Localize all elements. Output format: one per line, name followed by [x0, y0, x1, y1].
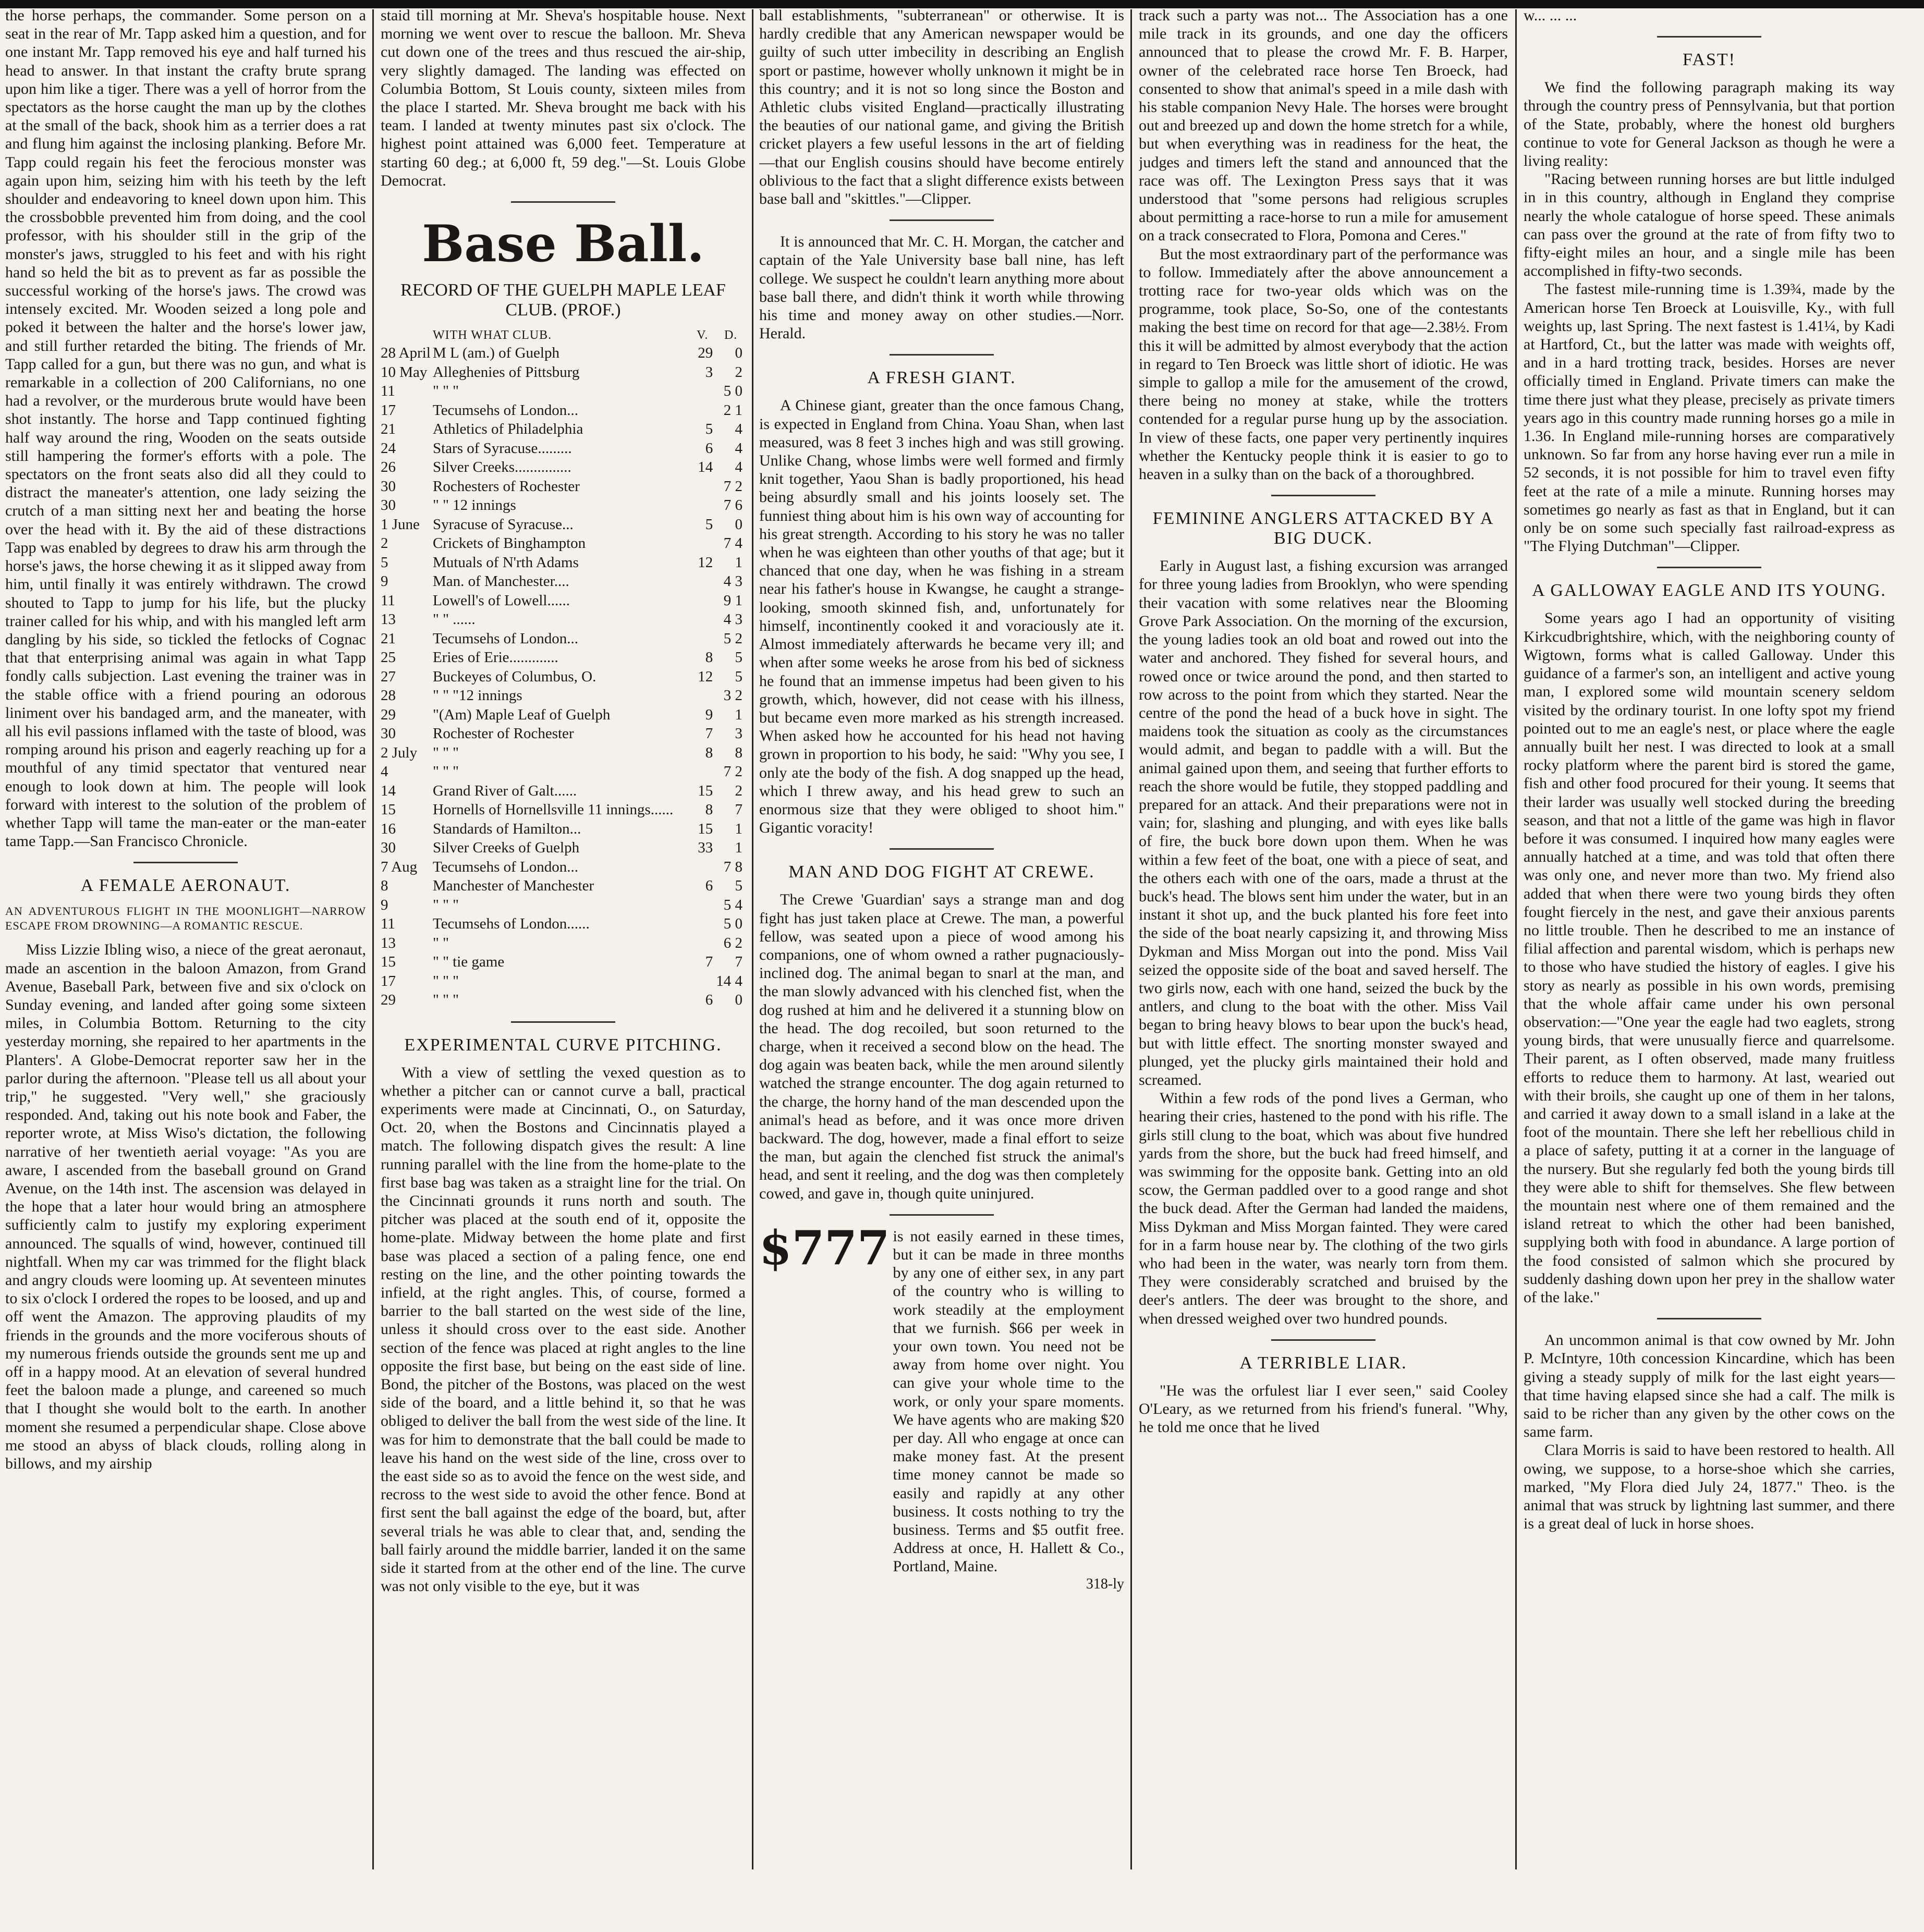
section-divider [133, 862, 238, 863]
record-d: 1 [735, 839, 742, 857]
record-date: 28 [381, 687, 396, 704]
record-date: 30 [381, 497, 396, 514]
article-paragraph: Clara Morris is said to have been restored to health. All owing, we suppose, to a horse-shoe which she carries, marked, "My Flora died July 24, 1877." Theo. is the animal that was struck by lightning last summer, and there is a great deal of luck in horse shoes. [1524, 1441, 1895, 1533]
column-4 [1139, 6, 1508, 1862]
article-paragraph: We find the following paragraph making its way through the country press of Pennsylvania, but that portion of the State, probably, where the honest old burghers continue to vote for General Jackson as though he were a living reality: [1524, 79, 1895, 170]
record-v [689, 591, 716, 610]
record-row [381, 686, 746, 705]
record-d: 3 2 [723, 687, 742, 704]
article-paragraph: the horse perhaps, the commander. Some person on a seat in the rear of Mr. Tapp asked him a question, and for one instant Mr. Tapp removed his eye and half turned his head to answer. In that instant the crafty brute sprang upon him like a tiger. There was a yell of horror from the spectators as the horse caught the man up by the clothes at the small of the back, shook him as a terrier does a rat and flung him against the inclosing planking. Before Mr. Tapp could regain his feet the ferocious monster was again upon him, seizing him with his teeth by the left shoulder and endeavoring to kneel down upon him. This the crossbobble prevented him from doing, and the cool professor, with his shoulder still in the grip of the monster's jaws, struggled to his feet and with his right hand so held the bit as to prevent as far as possible the successful working of the horse's jaws. The crowd was intensely excited. Mr. Wooden seized a long pole and poked it between the halter and the horse's lower jaw, and still further retarded the biting. The friends of Mr. Tapp called for a gun, but there was no gun, and what is remarkable in a collection of 200 Californians, no one had a revolver, or the murderous brute would have been shot instantly. The horse and Tapp continued fighting half way around the ring, Wooden on the seats outside still hampering the former's efforts with a pole. The spectators on the front seats also did all they could to distract the maneater's attention, one lady seizing the crutch of a man sitting next her and beating the horse over the head with it. By the aid of these distractions Tapp was enabled by degrees to draw his arm through the horse's jaws, the horse chewing it as it slipped away from him, until finally it was entirely withdrawn. The crowd shouted to Tapp to jump for his life, but the plucky trainer called for his whip, and with his mangled left arm dangling by his side, so tickled the fetlocks of Cognac that that enterprising animal was again in what Tapp fondly calls subjection. Last evening the trainer was in the stable office with a friend pouring an odorous liniment over his bandaged arm, and the maneater, with all his evil passions inflamed with the taste of blood, was romping around his prison and eagerly reaching up for a mouthful of any timid spectator that ventured near enough to look down at him. The people will look forward with interest to the solution of the problem of whether Tapp will tame the man-eater or the man-eater tame Tapp.—San Francisco Chronicle. [5, 7, 366, 850]
record-d: 1 [735, 820, 742, 837]
record-date: 21 [381, 421, 396, 438]
record-date: 21 [381, 630, 396, 647]
section-divider [890, 848, 994, 850]
record-club: " " " [433, 763, 459, 780]
record-d: 7 [735, 953, 742, 971]
record-row [381, 553, 746, 572]
article-subheadline: AN ADVENTUROUS FLIGHT IN THE MOONLIGHT—NARROW ESCAPE FROM DROWNING—A ROMANTIC RESCUE. [5, 904, 366, 933]
advertisement [759, 1220, 1124, 1576]
record-date: 10 May [381, 363, 428, 381]
record-row [381, 781, 746, 801]
record-row [381, 952, 746, 972]
article-paragraph: A Chinese giant, greater than the once famous Chang, is expected in England from China. Yoau Shan, when last measured, was 8 feet 3 inches high and was still growing. Unlike Chang, whose limbs were well formed and firmly knit together, Yaou Shan is badly proportioned, his head being absurdly small and his joints loosely set. The funniest thing about him is his own way of accounting for his great strength. According to his story he was no taller when he was eighteen than other youths of that age; but it chanced that one day, when he was fishing in a stream near his father's house in Kwangse, he caught a strange-looking, smooth skinned fish, and, unfortunately for himself, incontinently cooked it and voraciously ate it. Almost immediately afterwards he became very ill; and when after some weeks he arose from his bed of sickness he found that an immense impetus had been given to his growth, which, however, did not cease with his illness, but became even more marked as his strength increased. When asked how he accounted for his head not having grown in proportion to his body, he said: "Why you see, I only ate the body of the fish. A dog snapped up the head, which I threw away, and his head grew to such an enormous size that they were obliged to shoot him." Gigantic voracity! [759, 397, 1124, 837]
record-club: Rochesters of Rochester [433, 478, 580, 495]
record-title: RECORD OF THE GUELPH MAPLE LEAF CLUB. (PROF.) [400, 280, 726, 320]
record-v [689, 972, 716, 991]
record-club: " " " [433, 383, 459, 400]
ad-reference: 318-ly [1086, 1575, 1124, 1592]
record-d: 7 4 [723, 535, 742, 552]
record-d: 14 4 [716, 972, 742, 989]
record-row [381, 705, 746, 725]
record-date: 30 [381, 839, 396, 857]
record-date: 9 [381, 896, 388, 913]
section-divider [511, 201, 615, 203]
record-v [689, 858, 716, 877]
record-v [689, 382, 716, 401]
column-2 [381, 6, 746, 1862]
record-club: " " " [433, 744, 459, 761]
record-row [381, 858, 746, 877]
record-d: 8 [735, 744, 742, 761]
record-club: Stars of Syracuse......... [433, 439, 572, 457]
record-v: 5 [705, 516, 713, 533]
record-date: 27 [381, 668, 396, 685]
column-rule [1515, 9, 1517, 1869]
record-club: " " [433, 934, 449, 951]
record-header-date [381, 327, 433, 344]
article-paragraph: staid till morning at Mr. Sheva's hospitable house. Next morning we went over to rescue the balloon. Mr. Sheva cut down one of the trees and thus rescued the air-ship, very slightly damaged. The landing was effected on Columbia Bottom, St Louis county, sixteen miles from the place I started. Mr. Sheva brought me back with his team. I landed at twenty minutes past six o'clock. The highest point attained was 6,000 feet. Temperature at starting 60 deg.; at 6,000 ft, 59 deg."—St. Louis Globe Democrat. [381, 7, 746, 189]
record-row [381, 876, 746, 896]
record-date: 28 April [381, 345, 431, 362]
record-date: 15 [381, 953, 396, 971]
ad-text: is not easily earned in these times, but it can be made in three months by any one of either sex, in any part of the country who is willing to work steadily at the employment that we furnish. $66 per week in your own town. You need not be away from home over night. You can give your whole time to the work, or only your spare moments. We have agents who are making $20 per day. All who engage at once can make money fast. At the present time money cannot be made so easily and rapidly at any other business. It costs nothing to try the business. Terms and $5 outfit free. Address at once, H. Hallett & Co., Portland, Maine. [893, 1227, 1124, 1575]
record-header-row [381, 327, 746, 344]
record-d: 5 2 [723, 630, 742, 647]
record-d: 2 1 [723, 401, 742, 419]
record-d: 4 3 [723, 573, 742, 590]
record-d: 0 [735, 992, 742, 1009]
record-row [381, 572, 746, 591]
record-date: 29 [381, 992, 396, 1009]
record-row [381, 820, 746, 839]
record-date: 29 [381, 706, 396, 723]
record-club: Hornells of Hornellsville 11 innings...... [433, 801, 674, 818]
record-row [381, 496, 746, 515]
record-row [381, 762, 746, 781]
record-row [381, 972, 746, 991]
record-club: Rochester of Rochester [433, 725, 574, 742]
article-paragraph: ball establishments, "subterranean" or otherwise. It is hardly credible that any American newspaper would be guilty of such utter imbecility in describing an English sport or pastime, however wholly unknown it might be in this country; and it is not so long since the Boston and Athletic clubs visited England—practically illustrating the beauties of our national game, and giving the British cricket players a few useful lessons in the art of fielding—that our English cousins should have become entirely oblivious to the fact that a slight difference exists between base ball and "skittles."—Clipper. [759, 7, 1124, 208]
article-paragraph: The Crewe 'Guardian' says a strange man and dog fight has just taken place at Crewe. The man, a powerful fellow, was seated upon a piece of wood among his companions, one of whom owned a rather pugnaciously-inclined dog. The animal began to snarl at the man, and the man slowly advanced with his clenched fist, when the dog rushed at him and he delivered it a stunning blow on the head. The dog recoiled, but soon returned to the charge, when it received a second blow on the head. The dog again was beaten back, while the men around silently watched the strange encounter. The dog again returned to the charge, the horny hand of the man descended upon the animal's head as before, and it was once more driven backward. The dog, however, made a final effort to seize the man, but again the clenched fist struck the animal's head, and sent it reeling, and the dog was then completely cowed, and gave in, though quite uninjured. [759, 891, 1124, 1202]
record-v: 12 [698, 668, 713, 685]
record-d: 5 4 [723, 896, 742, 913]
column-rule [752, 9, 753, 1869]
record-date: 5 [381, 554, 388, 571]
record-v: 12 [698, 554, 713, 571]
record-row [381, 363, 746, 382]
record-v [689, 610, 716, 629]
record-d: 5 [735, 877, 742, 895]
record-v: 7 [705, 725, 713, 742]
record-date: 9 [381, 573, 388, 590]
record-club: M L (am.) of Guelph [433, 345, 559, 362]
record-row [381, 838, 746, 858]
section-divider [1271, 495, 1375, 496]
record-v: 33 [698, 839, 713, 857]
record-d: 7 8 [723, 858, 742, 875]
record-d: 5 [735, 668, 742, 685]
record-d: 2 [735, 782, 742, 799]
column-5 [1524, 6, 1895, 1862]
record-row [381, 534, 746, 553]
record-row [381, 439, 746, 458]
article-headline: MAN AND DOG FIGHT AT CREWE. [788, 862, 1095, 882]
article-paragraph: Early in August last, a fishing excursion was arranged for three young ladies from Brooklyn, who were spending their vacation with some relatives near the Blooming Grove Park Association. On the morning of the excursion, the young ladies took an old boat and rowed out into the water and anchored. They fished for several hours, and rowed once or twice around the pond, and then started to row across to the point from which they started. Near the centre of the pond the head of a buck hove in sight. The maidens took the situation as cooly as the circumstances would admit, and began to paddle with a will. But the animal gained upon them, and seeing that further efforts to reach the shore would be futile, they stopped paddling and prepared for an attack. And their preparations were not in vain; for, slashing and plunging, and with eyes like balls of fire, the buck bore down upon them. When he was within a few feet of the boat, one with a piece of seat, and the others each with one of the oars, made a thrust at the buck's head. The blows sent him under the water, but in an instant it shot up, and the buck planted his fore feet into the side of the boat nearly capsizing it, and throwing Miss Dykman and Miss Morgan out into the pond. Miss Vail seized the opposite side of the boat and saved herself. The two girls now, each with one hand, seized the buck by the antlers, and clung to the boat with the other. Miss Vail began to bring heavy blows to bear upon the buck's head, but with little effect. The snorting monster swayed and plunged, yet the plucky girls maintained their hold and screamed. [1139, 557, 1508, 1089]
record-d: 6 2 [723, 934, 742, 951]
article-headline: FEMININE ANGLERS ATTACKED BY A BIG DUCK. [1152, 509, 1494, 548]
record-v: 29 [698, 345, 713, 362]
record-d: 0 [735, 516, 742, 533]
record-row [381, 401, 746, 420]
record-club: " " " [433, 972, 459, 989]
article-headline: A FRESH GIANT. [867, 368, 1016, 388]
section-divider [1271, 1339, 1375, 1341]
record-d: 5 0 [723, 383, 742, 400]
record-v [689, 496, 716, 515]
record-d: 4 [735, 439, 742, 457]
record-date: 13 [381, 611, 396, 628]
record-date: 11 [381, 915, 395, 933]
record-v [689, 477, 716, 496]
article-paragraph: "Racing between running horses are but little indulged in in this country, although in England they comprise nearly the whole catalogue of horse speed. These animals can pass over the ground at the rate of from fifty two to fifty-eight miles an hour, and a single mile has been accomplished in fifty-two seconds. [1524, 170, 1895, 280]
article-paragraph: The fastest mile-running time is 1.39¾, made by the American horse Ten Broeck at Louisville, Ky., with full weights up, last Spring. The next fastest is 1.41¼, by Kadi at Hartford, Ct., but the latter was made with weights off, and in a hard trotting track, besides. Horses are never officially timed in England. Private timers can make the time there just what they please, precisely as private timers years ago in this country made running horses go a mile in 1.36. In England mile-running horses are comparatively unknown. So far from any horse having ever run a mile in 52 seconds, it is not possible for him to travel even fifty feet at the rate of a mile a minute. Running horses may sometimes go nearly as fast as that in England, but it can only be on some such specially fast railroad-express as "The Flying Dutchman"—Clipper. [1524, 280, 1895, 555]
record-v: 8 [705, 649, 713, 666]
record-row [381, 591, 746, 610]
record-club: "(Am) Maple Leaf of Guelph [433, 706, 611, 723]
record-club: " " " [433, 992, 459, 1009]
section-divider [1657, 1318, 1761, 1319]
record-club: Syracuse of Syracuse... [433, 516, 574, 533]
article-paragraph: Within a few rods of the pond lives a German, who hearing their cries, hastened to the pond with his rifle. The girls still clung to the boat, which was about five hundred yards from the shore, but the buck had freed himself, and was swimming for the opposite bank. Getting into an old scow, the German paddled over to a good range and shot the buck dead. After the German had landed the maidens, Miss Dykman and Miss Morgan fainted. They were cared for in a farm house near by. The clothing of the two girls who had been in the water, was nearly torn from them. They were considerably scratched and bruised by the deer's antlers. The deer was brought to the shore, and when dressed weighed over two hundred pounds. [1139, 1090, 1508, 1327]
article-paragraph: "He was the orfulest liar I ever seen," said Cooley O'Leary, as we returned from his friend's funeral. "Why, he told me once that he lived [1139, 1381, 1508, 1436]
section-divider [890, 354, 994, 356]
article-paragraph: track such a party was not... The Association has a one mile track in its grounds, and one day the officers announced that to please the crowd Mr. F. B. Harper, owner of the celebrated race horse Ten Broeck, had consented to show that animal's speed in a mile dash with his stable companion Nevy Hale. The horses were brought out and breezed up and down the home stretch for a while, but when everything was in readiness for the heat, the judges and timers left the stand and announced that the race was off. The Lexington Press says that it was understood that "some persons had religious scruples about permitting a race-horse to run a mile for amusement on a track consecrated to Flora, Pomona and Ceres." [1139, 7, 1508, 244]
record-v: 9 [705, 706, 713, 723]
record-date: 11 [381, 592, 395, 609]
record-v: 8 [705, 744, 713, 761]
record-row [381, 610, 746, 629]
record-d: 1 [735, 554, 742, 571]
record-table [381, 327, 746, 1010]
record-d: 3 [735, 725, 742, 742]
record-club: Tecumsehs of London...... [433, 915, 590, 933]
record-club: " " "12 innings [433, 687, 522, 704]
article-paragraph: But the most extraordinary part of the performance was to follow. Immediately after the above announcement a trotting race for two-year olds which was on the programme, took place, So-So, one of the contestants making the best time on record for that age—2.38½. From this it will be admitted by almost everybody that the action in regard to Ten Broeck was little short of idiotic. He was simple to gallop a mile for the amusement of the crowd, there being no money at stake, while the trotters contended for a regular purse hung up by the association. In view of these facts, one paper very pertinently inquires whether the Kentucky people think it is easier to go to heaven in a sulky than on the back of a thoroughbred. [1139, 245, 1508, 483]
record-v [689, 534, 716, 553]
record-club: " " 12 innings [433, 497, 516, 514]
article-paragraph: An uncommon animal is that cow owned by Mr. John P. McIntyre, 10th concession Kincardine, which has been giving a steady supply of milk for the last eight years—that time having elapsed since she had a calf. The milk is said to be richer than any given by the other cows on the same farm. [1524, 1331, 1895, 1441]
record-club: Tecumsehs of London... [433, 401, 579, 419]
article-paragraph: With a view of settling the vexed question as to whether a pitcher can or cannot curve a ball, practical experiments were made at Cincinnati, O., on Saturday, Oct. 20, when the Bostons and Cincinnatis played a match. The following dispatch gives the result: A line running parallel with the line from the home-plate to the first base bag was taken as a straight line for the trial. On the Cincinnati grounds it runs north and south. The pitcher was placed at the south end of it, opposite the home-plate. Midway between the home plate and first base was placed a section of a paling fence, one end resting on the line, and the other pointing towards the infield, at the right angles. This, of course, formed a barrier to the ball started on the west side of the line, unless it should cross over to the east side. Another section of the fence was placed at right angles to the line opposite the first base, but being on the east side of line. Bond, the pitcher of the Bostons, was placed on the west side of the board, and a little behind it, so that he was obliged to deliver the ball from the west side of the line. It was for him to demonstrate that the ball could be made to leave his hand on the west side of the line, cross over to the east side so as to avoid the fence on the west side, and recross to the west side to avoid the other fence. Bond at first sent the ball against the edge of the board, but, after several trials he was able to clear that, and, sending the ball fairly around the middle barrier, landed it on the same side it started from at the other end of the line. The curve was not only visible to the eye, but it was [381, 1063, 746, 1595]
record-v [689, 686, 716, 705]
record-d: 5 0 [723, 915, 742, 933]
record-club: Silver Creeks of Guelph [433, 839, 580, 857]
section-divider [511, 1021, 615, 1023]
article-headline: A FEMALE AERONAUT. [80, 876, 291, 896]
record-row [381, 515, 746, 534]
record-date: 13 [381, 934, 396, 951]
record-date: 26 [381, 459, 396, 476]
record-date: 25 [381, 649, 396, 666]
record-v: 3 [705, 363, 713, 381]
section-divider [890, 1214, 994, 1216]
record-row [381, 934, 746, 953]
record-date: 30 [381, 478, 396, 495]
record-row [381, 743, 746, 763]
record-v: 8 [705, 801, 713, 818]
record-row [381, 629, 746, 649]
record-d: 4 [735, 421, 742, 438]
record-club: Man. of Manchester.... [433, 573, 569, 590]
column-1 [5, 6, 366, 1862]
column-rule [372, 9, 374, 1869]
record-club: Buckeyes of Columbus, O. [433, 668, 596, 685]
record-row [381, 648, 746, 667]
article-headline: A TERRIBLE LIAR. [1239, 1353, 1407, 1373]
record-d: 9 1 [723, 592, 742, 609]
record-club: Lowell's of Lowell...... [433, 592, 570, 609]
record-date: 2 [381, 535, 388, 552]
record-v [689, 914, 716, 934]
record-v: 14 [698, 459, 713, 476]
record-d: 7 2 [723, 478, 742, 495]
record-club: Athletics of Philadelphia [433, 421, 583, 438]
record-date: 15 [381, 801, 396, 818]
record-date: 24 [381, 439, 396, 457]
record-club: Eries of Erie............. [433, 649, 558, 666]
record-d: 1 [735, 706, 742, 723]
record-row [381, 800, 746, 820]
record-row [381, 344, 746, 363]
section-divider [890, 219, 994, 221]
record-v [689, 572, 716, 591]
record-v [689, 934, 716, 953]
article-paragraph: Some years ago I had an opportunity of visiting Kirkcudbrightshire, which, with the neighboring county of Wigtown, forms what is called Galloway. Under this guidance of a farmer's son, an intelligent and active young man, I explored some wild mountain scenery seldom visited by the ordinary tourist. In one lofty spot my friend pointed out to me an eagle's nest, or place where the eagle annually built her nest. I was directed to look at a small rocky platform where the parent bird is stored the game, fish and other food procured for their young. It seems that their larder was usually well stocked during the breeding season, and that not a little of the game was high in flavor before it was consumed. I inquired how many eagles were annually hatched at a time, and was told that often there was only one, and never more than two. My friend also added that when there were two young birds they often fought fiercely in the nest, and gave their anxious parents no little trouble. Then he described to me an instance of filial affection and parental wisdom, which is perhaps new to those who have studied the history of eagles. I give his story as nearly as possible in his own words, premising that the whole affair came under his own personal observation:—"One year the eagle had two eaglets, strong young birds, that were unusually fierce and quarrelsome. Their parent, as I often observed, made many fruitless efforts to reduce them to harmony. At last, wearied out with their broils, she caught up one of them in her talons, and carried it away down to a small island in a lake at the foot of the mountain. There she left her rebellious child in a place of safety, putting it at a corner in the language of the nursery. But she regularly fed both the young birds till they were able to shift for themselves. She flew between the mountain nest where one of them remained and the island retreat to which the other had been banished, supplying both with food in abundance. A large portion of the food consisted of salmon which she procured by suddenly dashing down upon her prey in the shallow water of the lake." [1524, 609, 1895, 1306]
record-date: 8 [381, 877, 388, 895]
record-row [381, 477, 746, 496]
record-header-v: V. [697, 328, 709, 343]
record-v: 5 [705, 421, 713, 438]
record-row [381, 991, 746, 1010]
section-divider [1657, 567, 1761, 568]
record-d: 2 [735, 363, 742, 381]
section-divider [1657, 36, 1761, 38]
record-v: 6 [705, 439, 713, 457]
record-date: 1 June [381, 516, 420, 533]
record-date: 30 [381, 725, 396, 742]
record-club: Crickets of Binghampton [433, 535, 586, 552]
record-v [689, 762, 716, 781]
record-v: 6 [705, 877, 713, 895]
article-headline: FAST! [1683, 50, 1736, 70]
record-v [689, 896, 716, 915]
record-date: 11 [381, 383, 395, 400]
record-club: Manchester of Manchester [433, 877, 594, 895]
record-date: 2 July [381, 744, 418, 761]
record-date: 7 Aug [381, 858, 418, 875]
article-paragraph: w... ... ... [1524, 7, 1577, 24]
record-header-club: WITH WHAT CLUB. [433, 328, 552, 343]
record-row [381, 914, 746, 934]
record-row [381, 724, 746, 743]
record-v [689, 401, 716, 420]
record-d: 4 [735, 459, 742, 476]
record-row [381, 896, 746, 915]
ad-price: $777 [759, 1220, 890, 1276]
record-club: Mutuals of N'rth Adams [433, 554, 579, 571]
record-row [381, 458, 746, 477]
record-d: 7 [735, 801, 742, 818]
article-paragraph: It is announced that Mr. C. H. Morgan, the catcher and captain of the Yale University base ball nine, has left college. We suspect he couldn't learn anything more about base ball there, and didn't think it worth while throwing his time and money away on other studies.—Norr. Herald. [759, 233, 1124, 343]
section-title: Base Ball. [422, 214, 704, 274]
record-row [381, 667, 746, 687]
record-v: 15 [698, 820, 713, 837]
article-paragraph: Miss Lizzie Ibling wiso, a niece of the great aeronaut, made an ascention in the baloon Amazon, from Grand Avenue, Baseball Park, between five and six o'clock on Sunday evening, and landed after going some sixteen miles, in Columbia Bottom. Returning to the city yesterday morning, she repaired to her apartments in the Planters'. A Globe-Democrat reporter saw her in the parlor during the afternoon. "Please tell us all about your trip," he suggested. "Very well," she graciously responded. And, taking out his note book and Faber, the reporter wrote, at Miss Wiso's dictation, the following narrative of her twentieth aerial voyage: "As you are aware, I ascended from the baseball ground on Grand Avenue, on the 14th inst. The ascension was delayed in the hope that a later hour would bring an atmosphere sufficiently calm to justify my exploring experiment announced. The squalls of wind, however, continued till nightfall. When my car was trimmed for the flight black and angry clouds were looming up. At seventeen minutes to six o'clock I ordered the ropes to be loosed, and up and off went the Amazon. The approving plaudits of my friends in the grounds and the more vociferous shouts of my numerous friends outside the grounds sent me up and off in a happy mood. At an elevation of several hundred feet the baloon made a plunge, and careened so much that I thought she would bolt to the earth. In another moment she resumed a perpendicular shape. Close above me stood an abyss of black clouds, rolling along in billows, and my airship [5, 941, 366, 1473]
record-row [381, 382, 746, 401]
record-v: 15 [698, 782, 713, 799]
column-rule [1130, 9, 1132, 1869]
record-d: 7 2 [723, 763, 742, 780]
record-date: 17 [381, 972, 396, 989]
article-headline: EXPERIMENTAL CURVE PITCHING. [404, 1035, 722, 1055]
column-3 [759, 6, 1124, 1862]
record-d: 4 3 [723, 611, 742, 628]
record-date: 17 [381, 401, 396, 419]
record-club: " " tie game [433, 953, 505, 971]
record-v [689, 629, 716, 649]
record-club: Standards of Hamilton... [433, 820, 581, 837]
record-club: Tecumsehs of London... [433, 630, 579, 647]
record-d: 7 6 [723, 497, 742, 514]
record-header-d: D. [724, 328, 738, 343]
record-v: 6 [705, 992, 713, 1009]
record-club: Tecumsehs of London... [433, 858, 579, 875]
record-d: 0 [735, 345, 742, 362]
record-date: 14 [381, 782, 396, 799]
record-date: 4 [381, 763, 388, 780]
record-club: " " ...... [433, 611, 476, 628]
record-v: 7 [705, 953, 713, 971]
record-d: 5 [735, 649, 742, 666]
article-headline: A GALLOWAY EAGLE AND ITS YOUNG. [1532, 581, 1886, 601]
record-row [381, 420, 746, 439]
record-date: 16 [381, 820, 396, 837]
record-club: Silver Creeks............... [433, 459, 571, 476]
record-club: Grand River of Galt...... [433, 782, 577, 799]
record-club: " " " [433, 896, 459, 913]
record-club: Alleghenies of Pittsburg [433, 363, 580, 381]
